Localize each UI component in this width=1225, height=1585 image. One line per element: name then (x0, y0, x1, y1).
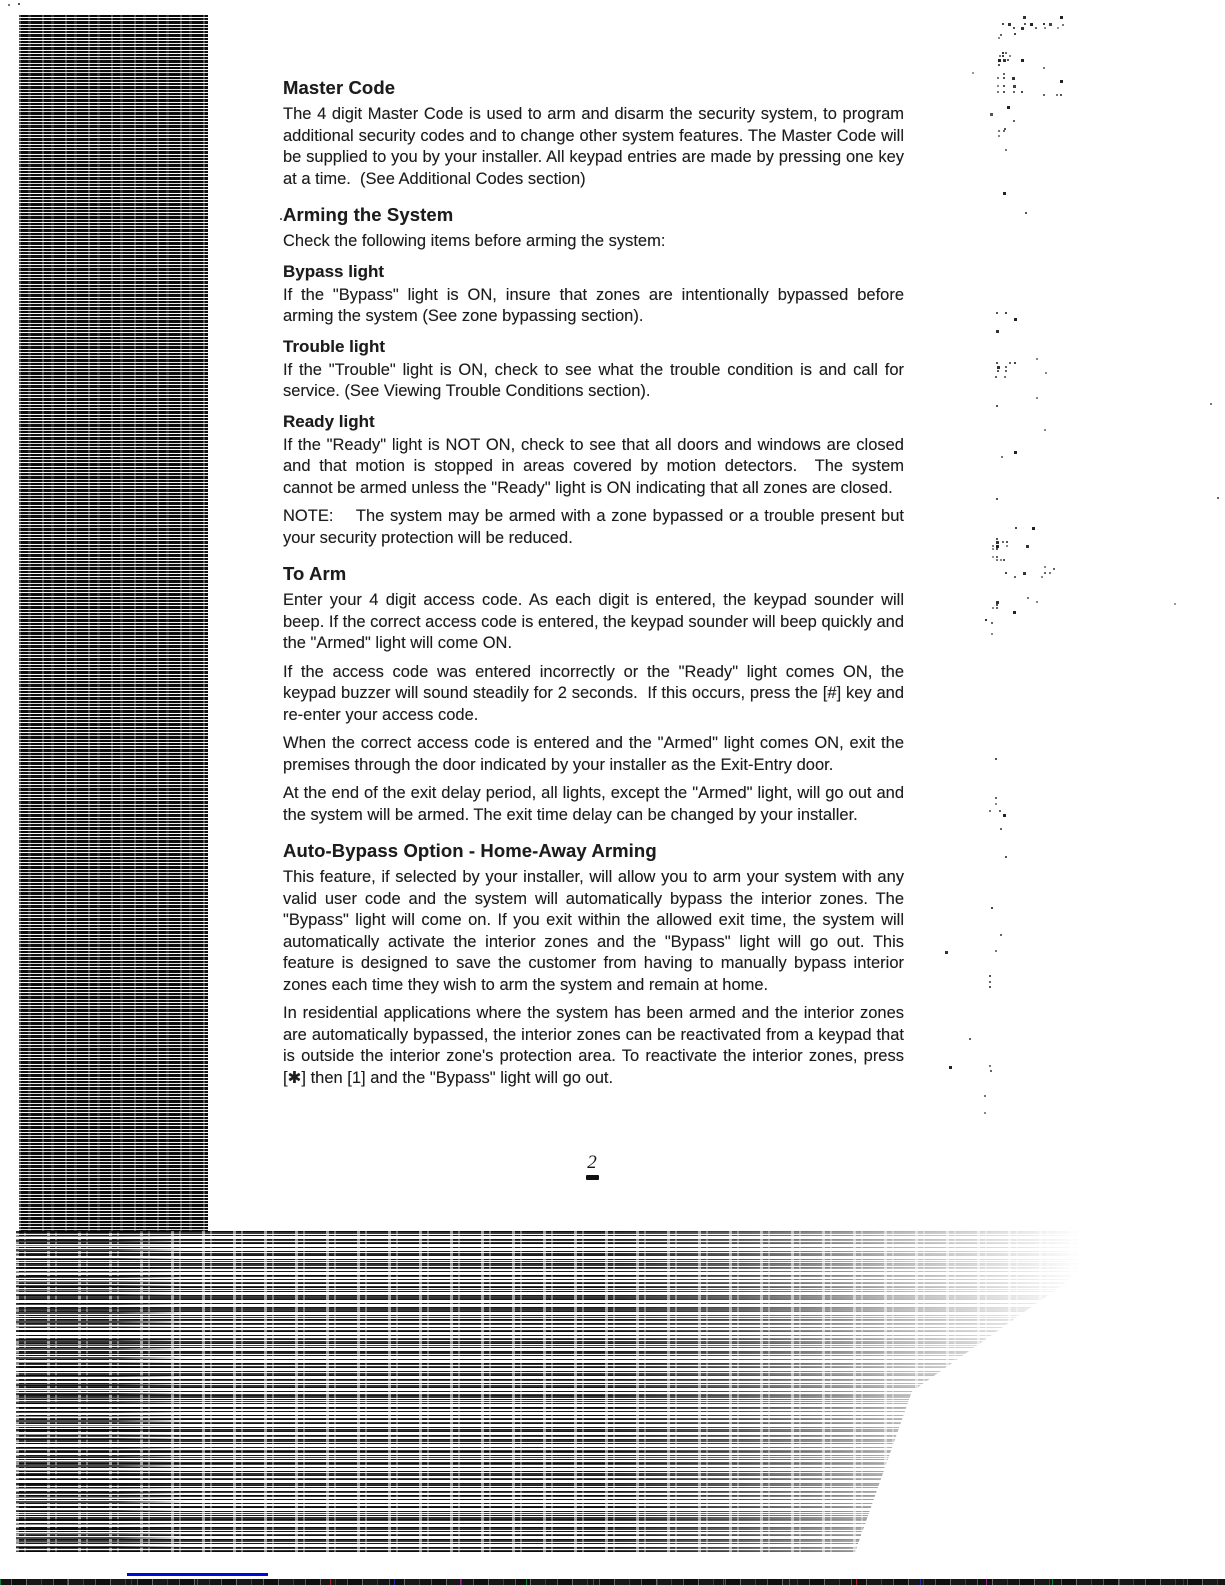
scan-speck (1043, 94, 1045, 96)
scan-bottom-edge-stripe (0, 1579, 1225, 1585)
scan-speck (1044, 566, 1046, 568)
scan-speck (1014, 451, 1017, 454)
scan-speck (1007, 59, 1009, 61)
scan-speck (996, 604, 998, 606)
scan-speck (1000, 559, 1002, 561)
scan-speck (1060, 80, 1063, 83)
scan-speck (1013, 611, 1016, 614)
scan-speck (984, 1112, 986, 1114)
scan-speck (949, 1066, 952, 1069)
scan-speck (1000, 34, 1002, 36)
scan-speck (1003, 91, 1005, 93)
scan-speck (1006, 545, 1008, 547)
scan-speck (1014, 362, 1016, 364)
subsection-heading: Ready light (283, 411, 375, 431)
scan-speck (996, 541, 999, 544)
page-number-underline (586, 1175, 599, 1180)
scan-speck (1044, 27, 1046, 29)
scan-speck (1027, 597, 1029, 599)
scan-speck (996, 556, 998, 558)
scan-speck (995, 758, 997, 760)
scan-speck (991, 622, 993, 624)
scan-speck (1003, 85, 1005, 87)
scan-speck (996, 548, 998, 550)
scan-speck (998, 135, 1000, 137)
scan-speck (998, 59, 1001, 62)
scan-speck (989, 810, 991, 812)
paragraph: If the "Ready" light is NOT ON, check to see that all doors and windows are closed and that motion is stopped in areas covered by motion detectors. The system cannot be armed unless the "Ready" light is ON indicating that all zones are closed. (283, 435, 904, 497)
page-number (578, 1152, 606, 1180)
scan-speck (984, 1095, 986, 1097)
scan-speck (1032, 527, 1035, 530)
scan-speck (997, 91, 999, 93)
paragraph: If the "Bypass" light is ON, insure that zones are intentionally bypassed before arming the system (See zone bypassing section). (283, 285, 904, 325)
scan-speck (1049, 572, 1051, 574)
scan-speck (1013, 27, 1015, 29)
section-heading: Master Code (283, 77, 396, 98)
scan-speck (1005, 149, 1007, 151)
scan-speck (996, 559, 998, 561)
scan-speck (995, 376, 997, 378)
document-text-column (283, 76, 904, 1096)
scan-speck (998, 37, 1000, 39)
scan-speck (1024, 23, 1026, 25)
scan-speck (1005, 572, 1007, 574)
scan-speck (1014, 33, 1016, 35)
scan-speck (1009, 362, 1011, 364)
scan-speck (1003, 73, 1005, 75)
scan-speck (945, 951, 948, 954)
scan-speck (1060, 16, 1063, 19)
scan-speck (1217, 497, 1219, 499)
scan-speck (1005, 856, 1007, 858)
scan-speck (1210, 403, 1212, 405)
scan-speck (995, 803, 997, 805)
scan-speck (1025, 212, 1027, 214)
scan-speck (996, 362, 998, 364)
paragraph: In residential applications where the system has been armed and the interior zones are automatically bypassed, the interior zones can be reactivated from a keypad that is outside the interior zone's protection area. To reactivate the interior zones, press [✱] then [1] and the "Bypass" light will go out. (283, 1004, 904, 1087)
scan-speck (989, 981, 991, 983)
scan-speck (992, 556, 994, 558)
scan-speck (1036, 601, 1038, 603)
scan-speck (1057, 27, 1059, 29)
scan-speck (1007, 106, 1010, 109)
scan-speck (1062, 24, 1064, 26)
scan-speck (999, 810, 1001, 812)
scan-speck (1036, 358, 1038, 360)
scan-speck (1006, 541, 1008, 543)
scan-speck (996, 312, 998, 314)
scan-speck (1001, 456, 1003, 458)
section-heading: Arming the System (283, 204, 454, 225)
paragraph: Check the following items before arming the system: (283, 232, 666, 250)
scan-speck (972, 72, 974, 74)
paragraph: If the "Trouble" light is ON, check to see what the trouble condition is and call for service. (See Viewing Trouble Conditions section). (283, 360, 904, 400)
scan-speck (995, 797, 997, 799)
scan-speck (990, 113, 993, 116)
scan-speck (1005, 312, 1007, 314)
scan-speck (1043, 23, 1045, 25)
scan-speck (1014, 318, 1017, 321)
scan-speck (985, 619, 987, 621)
scan-speck (992, 607, 994, 609)
scan-speck (1044, 429, 1046, 431)
scan-speck (1003, 77, 1005, 79)
scan-speck (1002, 23, 1004, 25)
scan-speck (1004, 376, 1006, 378)
scan-speck (1060, 94, 1062, 96)
scan-speck (1002, 52, 1004, 54)
scan-speck (989, 986, 991, 988)
scan-speck (1013, 120, 1015, 122)
scan-speck (1014, 576, 1016, 578)
scan-speck (996, 538, 998, 540)
paragraph: The 4 digit Master Code is used to arm and disarm the security system, to program additional security codes and to change other system features. The Master Code will be supplied to you by your installer. All keypad entries are made by pressing one key at a time. (See Additional Codes section) (283, 105, 904, 188)
scan-speck (1002, 541, 1004, 543)
paragraph: When the correct access code is entered and the "Armed" light comes ON, exit the premises through the door indicated by your installer as the Exit-Entry door. (283, 734, 904, 774)
scan-speck (991, 907, 993, 909)
section-heading: Auto-Bypass Option - Home-Away Arming (283, 840, 657, 861)
paragraph: This feature, if selected by your installer, will allow you to arm your system with any valid user code and the system will automatically bypass the interior zones. The "Bypass" light will come on. If you exit within the allowed exit time, the system will automatically activate the interior zones and the "Bypass" light will go out. This feature is designed to save the customer from having to manually bypass interior zones each time they wish to arm the system and remain at home. (283, 868, 904, 994)
scan-speck (996, 498, 998, 500)
scan-blue-line-artifact (127, 1573, 268, 1576)
scan-speck (990, 1070, 992, 1072)
scan-speck (1003, 814, 1006, 817)
scan-speck (1002, 55, 1004, 57)
scan-speck (1035, 27, 1037, 29)
scan-speck (1003, 130, 1005, 132)
scan-speck (996, 607, 998, 609)
scan-speck (1174, 603, 1176, 605)
scan-speck (996, 405, 998, 407)
scan-speck (1030, 23, 1033, 26)
scan-speck (1005, 370, 1007, 372)
scan-speck (1009, 55, 1011, 57)
scan-speck (992, 545, 994, 547)
scan-speck (998, 130, 1000, 132)
scan-noise-bottom-band-dark-edge (16, 1231, 186, 1552)
scan-noise-left-band (19, 15, 208, 1231)
scan-speck (1021, 27, 1024, 30)
scan-speck (1021, 91, 1023, 93)
scan-speck (1008, 23, 1011, 26)
scan-speck (989, 1065, 991, 1067)
scan-speck (1049, 23, 1052, 26)
scan-speck (1043, 67, 1045, 69)
scan-speck (1015, 527, 1017, 529)
scan-speck (1053, 568, 1055, 570)
scan-speck (1003, 559, 1005, 561)
page-number-text: 2 (587, 1152, 597, 1173)
scan-speck (1021, 59, 1024, 62)
paragraph: Enter your 4 digit access code. As each digit is entered, the keypad sounder will beep. If the correct access code is entered, the keypad sounder will beep quickly and the "Armed" light will come ON. (283, 591, 904, 652)
scan-speck (1041, 576, 1043, 578)
scan-speck (1044, 572, 1046, 574)
scan-speck (992, 548, 994, 550)
subsection-heading: Bypass light (283, 261, 385, 281)
scan-speck (1036, 397, 1038, 399)
scan-speck (997, 85, 999, 87)
paragraph: At the end of the exit delay period, all lights, except the "Armed" light, will go out and the system will be armed. The exit time delay can be changed by your installer. (283, 784, 904, 824)
scan-speck (1056, 94, 1058, 96)
scan-speck (996, 330, 999, 333)
scan-speck (997, 77, 999, 79)
scan-speck (969, 1038, 971, 1040)
scan-speck (1000, 934, 1002, 936)
scan-speck (1045, 372, 1047, 374)
scan-speck (997, 366, 1000, 369)
scan-speck (1003, 59, 1006, 62)
scan-speck (1000, 828, 1002, 830)
scan-speck (1012, 77, 1015, 80)
scan-speck (1023, 16, 1026, 19)
scan-speck (1005, 366, 1007, 368)
scan-speck (997, 370, 999, 372)
scan-noise-bottom-band (16, 1231, 1150, 1552)
subsection-heading: Trouble light (283, 336, 385, 356)
scan-speck (999, 55, 1001, 57)
scan-speck (1026, 545, 1029, 548)
paragraph: If the access code was entered incorrectly or the "Ready" light comes ON, the keypad buzzer will sound steadily for 2 seconds. If this occurs, press the [#] key and re-enter your access code. (283, 662, 904, 724)
paragraph: NOTE: The system may be armed with a zone bypassed or a trouble present but your security protection will be reduced. (283, 507, 904, 547)
scan-speck (998, 64, 1000, 66)
scan-speck (991, 633, 993, 635)
scan-speck (1003, 192, 1006, 195)
scan-speck (1005, 52, 1007, 54)
section-heading: To Arm (283, 563, 347, 584)
scan-speck (1013, 85, 1016, 88)
scan-speck (8, 4, 10, 6)
scan-speck (989, 975, 991, 977)
scan-speck (18, 3, 20, 5)
scan-speck (280, 218, 282, 220)
scan-speck (1023, 572, 1026, 575)
scan-speck (995, 950, 997, 952)
scan-speck (1013, 91, 1015, 93)
